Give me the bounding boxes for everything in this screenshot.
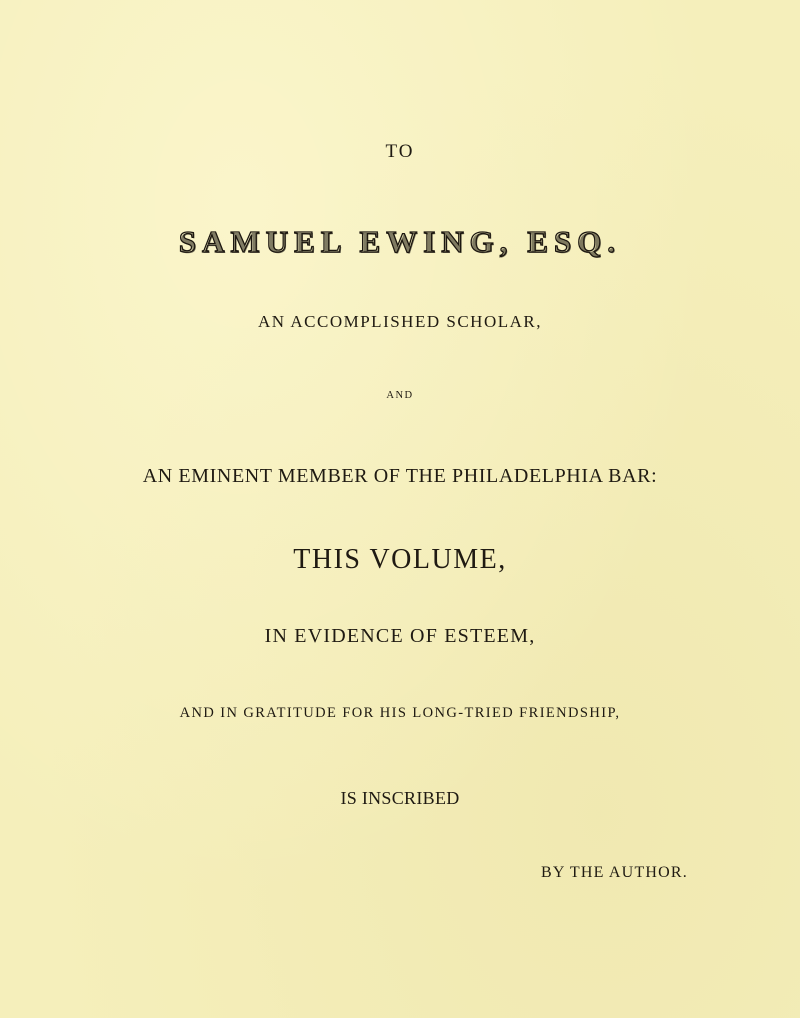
dedication-and: AND xyxy=(386,390,414,401)
dedication-volume-line: THIS VOLUME, xyxy=(293,544,507,575)
dedication-gratitude-line: AND IN GRATITUDE FOR HIS LONG-TRIED FRIENDSHIP, xyxy=(179,705,621,721)
dedication-to: TO xyxy=(385,141,415,162)
dedication-member-line: AN EMINENT MEMBER OF THE PHILADELPHIA BAR: xyxy=(142,465,658,487)
dedication-evidence-line: IN EVIDENCE OF ESTEEM, xyxy=(264,625,536,647)
dedication-scholar-line: AN ACCOMPLISHED SCHOLAR, xyxy=(258,312,542,331)
dedication-author-signature: BY THE AUTHOR. xyxy=(540,864,688,881)
dedication-inscribed-line: IS INSCRIBED xyxy=(340,788,460,808)
dedicatee-name: SAMUEL EWING, ESQ. xyxy=(178,224,622,259)
